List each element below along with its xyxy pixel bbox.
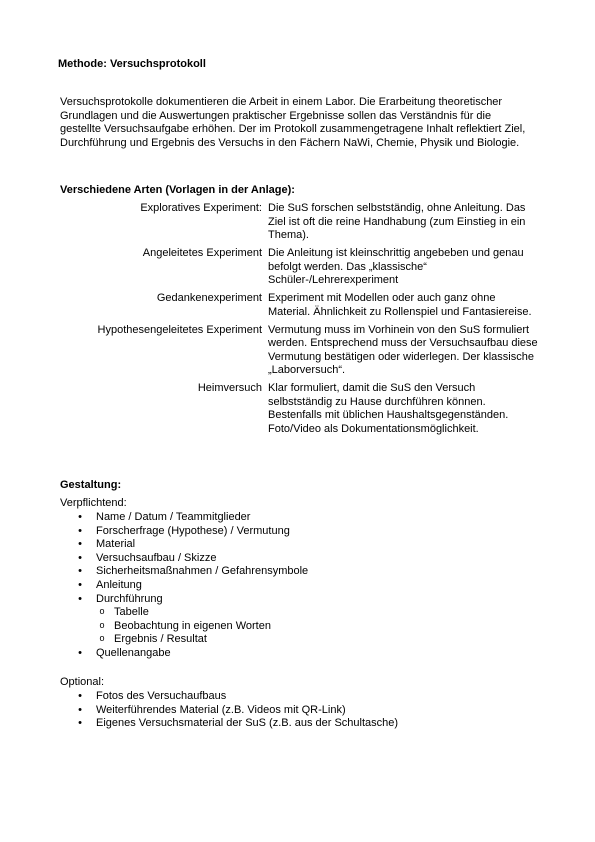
list-item-text: Versuchsaufbau / Skizze <box>96 551 217 564</box>
list-item <box>60 579 308 593</box>
list-item-text: Forscherfrage (Hypothese) / Vermutung <box>96 524 290 537</box>
intro-paragraph: Versuchsprotokolle dokumentieren die Arbeit in einem Labor. Die Erarbeitung theoretischer Grundlagen und die Auswertungen praktischer Ergebnisse sollen das Verständnis für die gestellte Versuchsaufgabe erhöhen. Der im Protokoll zusammengetragene Inhalt reflektiert Ziel, Durchführung und Ergebnis des Versuchs in den Fächern NaWi, Chemie, Physik und Biologie. <box>60 96 526 149</box>
type-description: Vermutung muss im Vorhinein von den SuS formuliert werden. Entsprechend muss der Versuchsaufbau diese Vermutung bestätigen oder widerlegen. Der klassische „Laborversuch“. <box>268 323 538 376</box>
bullet-icon: • <box>78 717 82 730</box>
list-item <box>60 538 308 552</box>
list-item <box>60 647 308 661</box>
type-row <box>60 382 540 436</box>
type-name: Exploratives Experiment: <box>140 202 262 214</box>
mandatory-list <box>60 511 308 661</box>
type-row <box>60 324 540 378</box>
list-item <box>60 525 308 539</box>
type-name: Heimversuch <box>197 382 262 394</box>
bullet-icon: • <box>78 538 82 551</box>
type-name: Gedankenexperiment <box>156 292 262 304</box>
bullet-icon: • <box>78 565 82 578</box>
sub-bullet-icon: o <box>99 633 105 644</box>
list-item <box>60 690 398 704</box>
list-item-text: Sicherheitsmaßnahmen / Gefahrensymbole <box>96 565 309 578</box>
bullet-icon: • <box>78 703 82 716</box>
bullet-icon: • <box>78 578 82 591</box>
list-item-text: Quellenangabe <box>96 646 171 659</box>
bullet-icon: • <box>78 592 82 605</box>
list-item-text: Name / Datum / Teammitglieder <box>96 511 251 523</box>
bullet-icon: • <box>78 690 82 702</box>
list-item <box>60 717 398 731</box>
list-item-text: Anleitung <box>96 578 142 591</box>
optional-list <box>60 690 398 731</box>
list-item <box>60 704 398 718</box>
optional-label: Optional: <box>60 676 105 688</box>
type-description: Klar formuliert, damit die SuS den Versuch selbstständig zu Hause durchführen können. Bestenfalls mit üblichen Haushaltsgegenständen. Foto/Video als Dokumentationsmöglichkeit. <box>268 382 509 435</box>
list-item <box>60 511 308 525</box>
type-row <box>60 202 540 243</box>
list-item <box>60 633 308 647</box>
page-title: Methode: Versuchsprotokoll <box>58 58 206 70</box>
list-item <box>60 552 308 566</box>
bullet-icon: • <box>78 646 82 659</box>
list-item <box>60 620 308 634</box>
list-item-text: Fotos des Versuchaufbaus <box>96 690 227 702</box>
type-row <box>60 247 540 288</box>
list-item-text: Durchführung <box>96 592 163 605</box>
list-item-text: Tabelle <box>114 606 149 619</box>
list-item-text: Beobachtung in eigenen Worten <box>114 619 271 632</box>
list-item <box>60 593 308 607</box>
list-item-text: Weiterführendes Material (z.B. Videos mit QR-Link) <box>96 703 346 716</box>
type-description: Experiment mit Modellen oder auch ganz ohne Material. Ähnlichkeit zu Rollenspiel und Fantasiereise. <box>268 292 532 318</box>
type-name: Angeleitetes Experiment <box>142 247 262 259</box>
list-item-text: Eigenes Versuchsmaterial der SuS (z.B. aus der Schultasche) <box>96 717 399 730</box>
types-heading: Verschiedene Arten (Vorlagen in der Anlage): <box>60 184 295 196</box>
design-heading: Gestaltung: <box>60 479 122 491</box>
type-description: Die Anleitung ist kleinschrittig angebeben und genau befolgt werden. Das „klassische“ Schüler-/Lehrerexperiment <box>268 247 524 286</box>
type-row <box>60 292 540 319</box>
mandatory-label: Verpflichtend: <box>60 497 127 509</box>
bullet-icon: • <box>78 551 82 564</box>
list-item-text: Ergebnis / Resultat <box>114 633 207 646</box>
bullet-icon: • <box>78 524 82 537</box>
type-name: Hypothesengeleitetes Experiment <box>97 323 262 336</box>
type-description: Die SuS forschen selbstständig, ohne Anleitung. Das Ziel ist oft die reine Handhabung (zum Einstieg in ein Thema). <box>268 202 526 241</box>
sub-bullet-icon: o <box>99 619 105 630</box>
sub-bullet-icon: o <box>99 606 105 617</box>
list-item <box>60 606 308 620</box>
list-item <box>60 565 308 579</box>
types-table <box>60 202 540 441</box>
list-item-text: Material <box>96 538 136 551</box>
bullet-icon: • <box>78 511 82 523</box>
